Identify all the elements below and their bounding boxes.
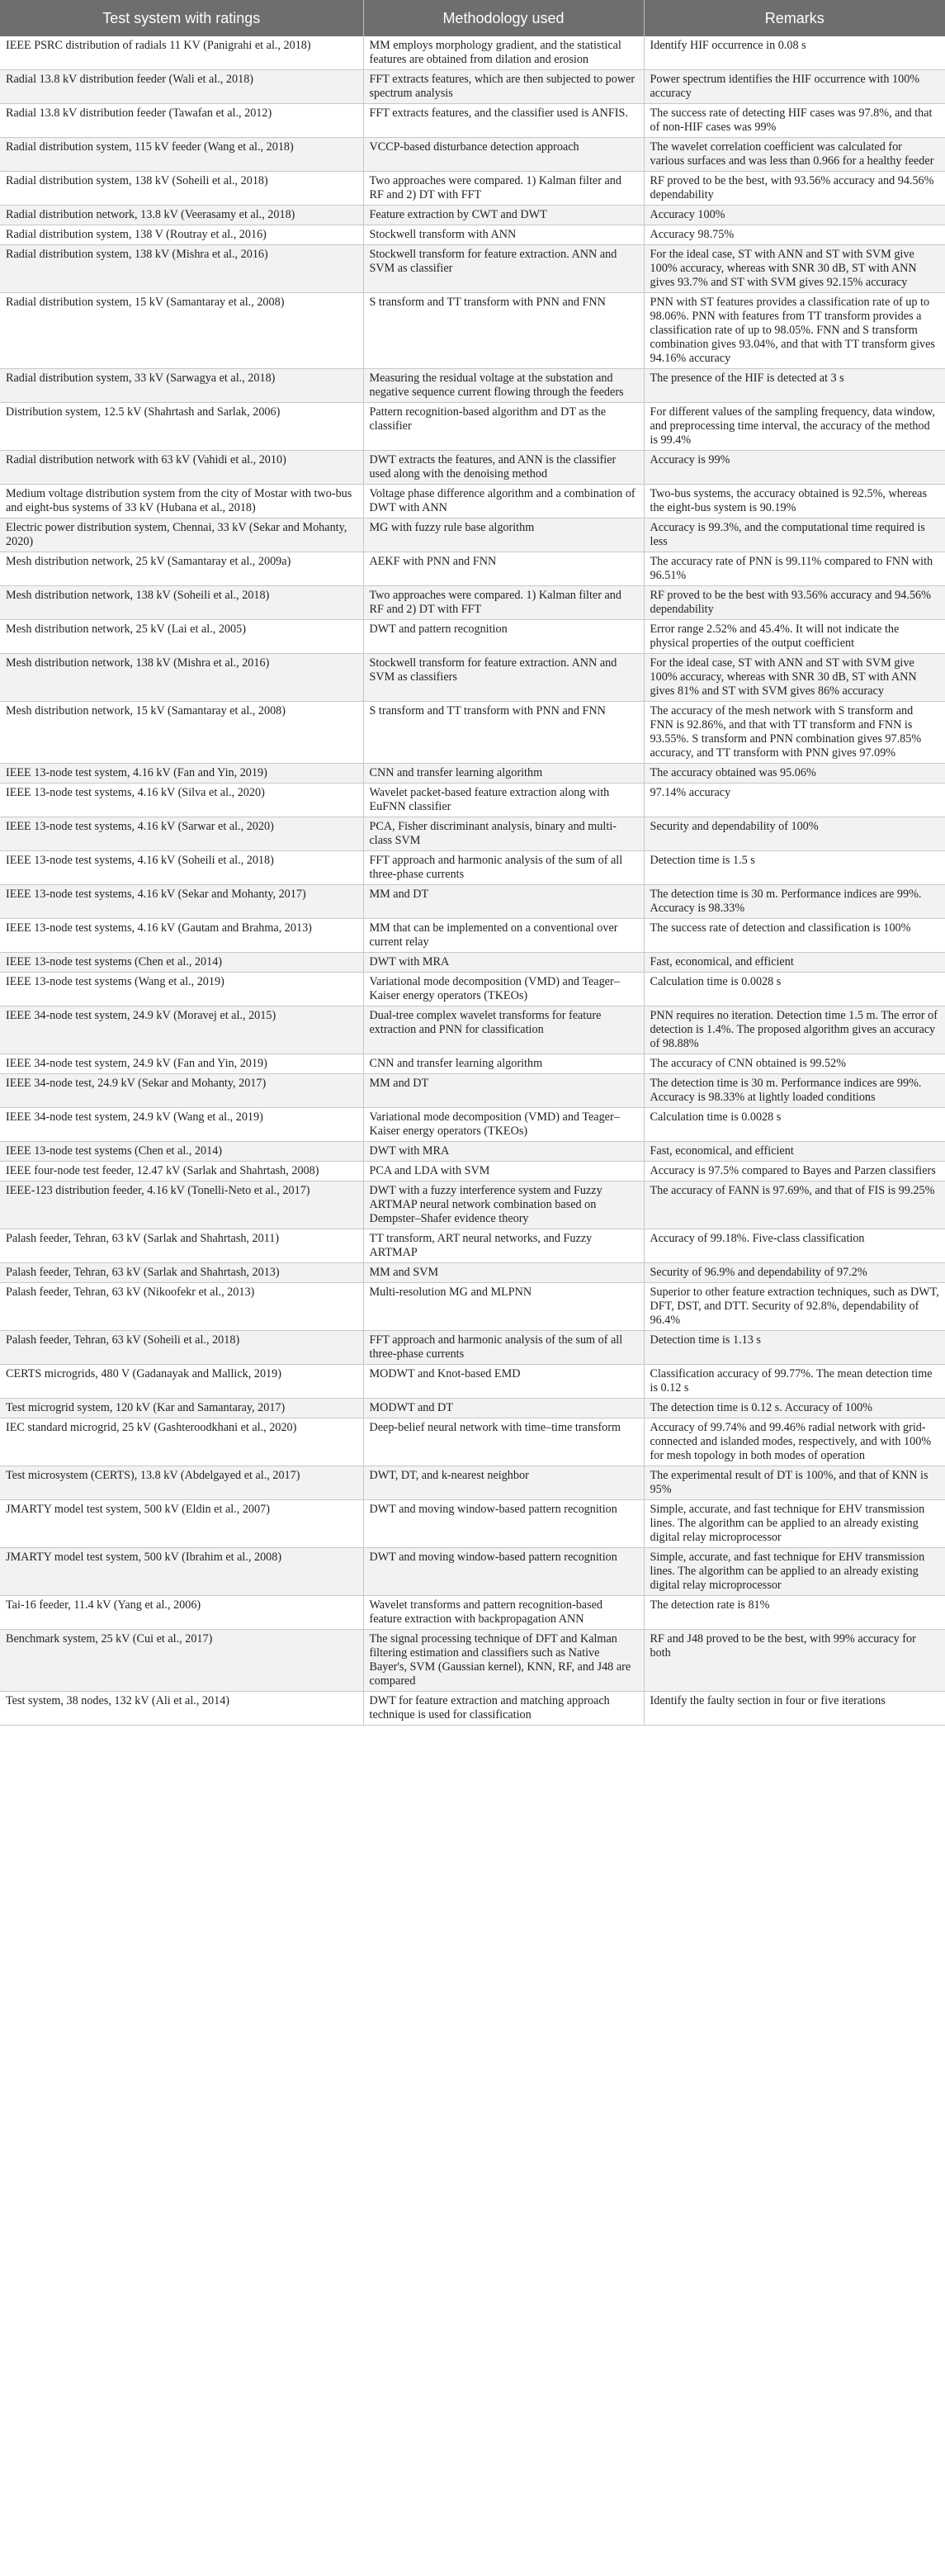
header-row [0,0,945,36]
table-row [0,1418,945,1466]
remarks-cell: The detection time is 30 m. Performance indices are 99%. Accuracy is 98.33% at lightly loaded conditions [644,1074,945,1108]
remarks-cell: Security of 96.9% and dependability of 97.2% [644,1263,945,1283]
methodology-cell: PCA and LDA with SVM [363,1162,644,1181]
methodology-cell: DWT with a fuzzy interference system and Fuzzy ARTMAP neural network combination based on Dempster–Shafer evidence theory [363,1181,644,1229]
remarks-cell: The success rate of detecting HIF cases was 97.8%, and that of non-HIF cases was 99% [644,104,945,138]
table-row [0,485,945,519]
remarks-cell: For different values of the sampling frequency, data window, and preprocessing time interval, the accuracy of the method is 99.4% [644,403,945,451]
methodology-cell: VCCP-based disturbance detection approach [363,138,644,172]
methodology-cell: S transform and TT transform with PNN and FNN [363,293,644,369]
remarks-cell: Accuracy of 99.18%. Five-class classification [644,1229,945,1263]
remarks-cell: Calculation time is 0.0028 s [644,1108,945,1142]
methodology-cell: Two approaches were compared. 1) Kalman filter and RF and 2) DT with FFT [363,172,644,206]
table-row [0,919,945,953]
remarks-cell: Identify the faulty section in four or five iterations [644,1692,945,1726]
methodology-cell: Deep-belief neural network with time–time transform [363,1418,644,1466]
remarks-cell: Identify HIF occurrence in 0.08 s [644,36,945,70]
remarks-cell: Fast, economical, and efficient [644,1142,945,1162]
methodology-cell: DWT extracts the features, and ANN is the classifier used along with the denoising method [363,451,644,485]
test-system-cell: Distribution system, 12.5 kV (Shahrtash and Sarlak, 2006) [0,403,363,451]
table-row [0,403,945,451]
remarks-cell: RF and J48 proved to be the best, with 99% accuracy for both [644,1630,945,1692]
test-system-cell: Radial distribution system, 138 kV (Soheili et al., 2018) [0,172,363,206]
methodology-cell: FFT extracts features, which are then subjected to power spectrum analysis [363,70,644,104]
table-row [0,206,945,225]
test-system-cell: IEEE 13-node test systems, 4.16 kV (Sarwar et al., 2020) [0,817,363,851]
test-system-cell: IEEE 34-node test system, 24.9 kV (Wang et al., 2019) [0,1108,363,1142]
test-system-cell: IEEE 13-node test systems, 4.16 kV (Gautam and Brahma, 2013) [0,919,363,953]
remarks-cell: Two-bus systems, the accuracy obtained is 92.5%, whereas the eight-bus system is 90.19% [644,485,945,519]
table-row [0,1630,945,1692]
table-row [0,138,945,172]
remarks-cell: The success rate of detection and classification is 100% [644,919,945,953]
methodology-cell: FFT approach and harmonic analysis of the sum of all three-phase currents [363,851,644,885]
table-row [0,293,945,369]
test-system-cell: Radial distribution network with 63 kV (Vahidi et al., 2010) [0,451,363,485]
table-row [0,36,945,70]
table-body [0,36,945,1726]
table-row [0,552,945,586]
test-system-cell: Mesh distribution network, 25 kV (Lai et al., 2005) [0,620,363,654]
test-system-cell: Benchmark system, 25 kV (Cui et al., 2017) [0,1630,363,1692]
table-row [0,1283,945,1331]
test-system-cell: Tai-16 feeder, 11.4 kV (Yang et al., 2006) [0,1596,363,1630]
test-system-cell: Mesh distribution network, 138 kV (Mishra et al., 2016) [0,654,363,702]
remarks-cell: Accuracy is 97.5% compared to Bayes and Parzen classifiers [644,1162,945,1181]
remarks-cell: For the ideal case, ST with ANN and ST with SVM give 100% accuracy, whereas with SNR 30 dB, ST with ANN gives 81% and ST with SVM gives 86% accuracy [644,654,945,702]
test-system-cell: CERTS microgrids, 480 V (Gadanayak and Mallick, 2019) [0,1365,363,1399]
test-system-cell: Radial 13.8 kV distribution feeder (Wali et al., 2018) [0,70,363,104]
table-row [0,620,945,654]
test-system-cell: Radial distribution system, 138 V (Routray et al., 2016) [0,225,363,245]
remarks-cell: Error range 2.52% and 45.4%. It will not indicate the physical properties of the output coefficient [644,620,945,654]
table-row [0,764,945,784]
remarks-cell: Accuracy is 99.3%, and the computational time required is less [644,519,945,552]
remarks-cell: The detection time is 30 m. Performance indices are 99%. Accuracy is 98.33% [644,885,945,919]
table-row [0,851,945,885]
methodology-cell: Multi-resolution MG and MLPNN [363,1283,644,1331]
methodology-cell: Stockwell transform with ANN [363,225,644,245]
test-system-cell: Mesh distribution network, 15 kV (Samantaray et al., 2008) [0,702,363,764]
methodology-cell: DWT for feature extraction and matching approach technique is used for classification [363,1692,644,1726]
table-row [0,1074,945,1108]
remarks-cell: Classification accuracy of 99.77%. The mean detection time is 0.12 s [644,1365,945,1399]
methodology-cell: MODWT and DT [363,1399,644,1418]
methodology-cell: DWT and moving window-based pattern recognition [363,1548,644,1596]
remarks-cell: The accuracy of the mesh network with S transform and FNN is 92.86%, and that with TT transform and FNN is 93.55%. S transform and PNN combination gives 97.85% accuracy, and TT transform with PNN gives 97.09% [644,702,945,764]
test-system-cell: Radial distribution system, 138 kV (Mishra et al., 2016) [0,245,363,293]
test-system-cell: IEEE 13-node test systems, 4.16 kV (Sekar and Mohanty, 2017) [0,885,363,919]
remarks-cell: Fast, economical, and efficient [644,953,945,973]
methodology-cell: The signal processing technique of DFT and Kalman filtering estimation and classifiers such as Native Bayer's, SVM (Gaussian kernel), KNN, RF, and J48 are compared [363,1630,644,1692]
table-row [0,104,945,138]
remarks-cell: The accuracy of FANN is 97.69%, and that of FIS is 99.25% [644,1181,945,1229]
header-test-system: Test system with ratings [0,0,363,36]
table-row [0,1142,945,1162]
test-system-cell: IEEE 13-node test systems (Chen et al., 2014) [0,953,363,973]
test-system-cell: Electric power distribution system, Chennai, 33 kV (Sekar and Mohanty, 2020) [0,519,363,552]
remarks-cell: The experimental result of DT is 100%, and that of KNN is 95% [644,1466,945,1500]
table-row [0,1181,945,1229]
table-row [0,654,945,702]
test-system-cell: Mesh distribution network, 25 kV (Samantaray et al., 2009a) [0,552,363,586]
remarks-cell: The detection rate is 81% [644,1596,945,1630]
test-system-cell: Radial distribution network, 13.8 kV (Veerasamy et al., 2018) [0,206,363,225]
table-row [0,225,945,245]
methodology-cell: CNN and transfer learning algorithm [363,764,644,784]
methodology-cell: Feature extraction by CWT and DWT [363,206,644,225]
table-row [0,1365,945,1399]
test-system-cell: Medium voltage distribution system from the city of Mostar with two-bus and eight-bus systems of 33 kV (Hubana et al., 2018) [0,485,363,519]
table-row [0,1399,945,1418]
remarks-cell: The wavelet correlation coefficient was calculated for various surfaces and was less than 0.966 for a healthy feeder [644,138,945,172]
methodology-cell: MM and DT [363,1074,644,1108]
remarks-cell: Accuracy 98.75% [644,225,945,245]
methodology-cell: Dual-tree complex wavelet transforms for feature extraction and PNN for classification [363,1006,644,1054]
methodology-cell: CNN and transfer learning algorithm [363,1054,644,1074]
table-row [0,1500,945,1548]
table-row [0,885,945,919]
remarks-cell: For the ideal case, ST with ANN and ST with SVM give 100% accuracy, whereas with SNR 30 dB, ST with ANN gives 93.7% and ST with SVM gives 92.15% accuracy [644,245,945,293]
methodology-cell: MM and SVM [363,1263,644,1283]
test-system-cell: IEEE 13-node test systems (Chen et al., 2014) [0,1142,363,1162]
remarks-cell: Power spectrum identifies the HIF occurrence with 100% accuracy [644,70,945,104]
test-system-cell: Palash feeder, Tehran, 63 kV (Soheili et al., 2018) [0,1331,363,1365]
methodology-cell: DWT with MRA [363,953,644,973]
table-row [0,369,945,403]
table-row [0,451,945,485]
table-row [0,172,945,206]
table-row [0,1263,945,1283]
remarks-cell: The detection time is 0.12 s. Accuracy of 100% [644,1399,945,1418]
test-system-cell: Radial distribution system, 115 kV feeder (Wang et al., 2018) [0,138,363,172]
remarks-cell: Accuracy 100% [644,206,945,225]
methodology-cell: DWT with MRA [363,1142,644,1162]
test-system-cell: Radial distribution system, 33 kV (Sarwagya et al., 2018) [0,369,363,403]
methodology-cell: DWT and moving window-based pattern recognition [363,1500,644,1548]
methodology-cell: MG with fuzzy rule base algorithm [363,519,644,552]
test-system-cell: IEEE 34-node test system, 24.9 kV (Moravej et al., 2015) [0,1006,363,1054]
test-system-cell: IEC standard microgrid, 25 kV (Gashteroodkhani et al., 2020) [0,1418,363,1466]
test-system-cell: IEEE four-node test feeder, 12.47 kV (Sarlak and Shahrtash, 2008) [0,1162,363,1181]
test-system-cell: IEEE 34-node test, 24.9 kV (Sekar and Mohanty, 2017) [0,1074,363,1108]
remarks-cell: The accuracy obtained was 95.06% [644,764,945,784]
test-system-cell: Radial distribution system, 15 kV (Samantaray et al., 2008) [0,293,363,369]
table-row [0,817,945,851]
test-system-cell: IEEE 13-node test systems, 4.16 kV (Soheili et al., 2018) [0,851,363,885]
remarks-cell: Detection time is 1.5 s [644,851,945,885]
methodology-cell: MM that can be implemented on a conventional over current relay [363,919,644,953]
methodology-cell: MM and DT [363,885,644,919]
header-methodology: Methodology used [363,0,644,36]
test-system-cell: IEEE 34-node test system, 24.9 kV (Fan and Yin, 2019) [0,1054,363,1074]
test-system-cell: Test microsystem (CERTS), 13.8 kV (Abdelgayed et al., 2017) [0,1466,363,1500]
remarks-cell: Superior to other feature extraction techniques, such as DWT, DFT, DST, and DTT. Security of 92.8%, dependability of 96.4% [644,1283,945,1331]
methodology-cell: Variational mode decomposition (VMD) and Teager–Kaiser energy operators (TKEOs) [363,973,644,1006]
remarks-cell: Accuracy of 99.74% and 99.46% radial network with grid-connected and islanded modes, respectively, and with 100% for mesh topology in both modes of operation [644,1418,945,1466]
remarks-cell: Detection time is 1.13 s [644,1331,945,1365]
methodology-cell: DWT and pattern recognition [363,620,644,654]
remarks-cell: Accuracy is 99% [644,451,945,485]
table-row [0,1162,945,1181]
table-row [0,784,945,817]
remarks-cell: PNN requires no iteration. Detection time 1.5 m. The error of detection is 1.4%. The proposed algorithm gives an accuracy of 98.88% [644,1006,945,1054]
methodology-cell: Voltage phase difference algorithm and a combination of DWT with ANN [363,485,644,519]
test-system-cell: Mesh distribution network, 138 kV (Soheili et al., 2018) [0,586,363,620]
test-system-cell: Test microgrid system, 120 kV (Kar and Samantaray, 2017) [0,1399,363,1418]
methodology-cell: TT transform, ART neural networks, and Fuzzy ARTMAP [363,1229,644,1263]
table-row [0,519,945,552]
table-row [0,1006,945,1054]
methodology-cell: Measuring the residual voltage at the substation and negative sequence current flowing through the feeders [363,369,644,403]
methodology-cell: S transform and TT transform with PNN and FNN [363,702,644,764]
remarks-cell: The presence of the HIF is detected at 3 s [644,369,945,403]
methodology-cell: MODWT and Knot-based EMD [363,1365,644,1399]
remarks-cell: Calculation time is 0.0028 s [644,973,945,1006]
table-row [0,1229,945,1263]
table-row [0,70,945,104]
methodology-cell: Wavelet packet-based feature extraction along with EuFNN classifier [363,784,644,817]
remarks-cell: Security and dependability of 100% [644,817,945,851]
table-row [0,953,945,973]
methodology-cell: Variational mode decomposition (VMD) and Teager–Kaiser energy operators (TKEOs) [363,1108,644,1142]
table-row [0,1108,945,1142]
methodology-cell: Wavelet transforms and pattern recognition-based feature extraction with backpropagation ANN [363,1596,644,1630]
remarks-cell: RF proved to be the best, with 93.56% accuracy and 94.56% dependability [644,172,945,206]
test-system-cell: Palash feeder, Tehran, 63 kV (Nikoofekr et al., 2013) [0,1283,363,1331]
remarks-cell: The accuracy of CNN obtained is 99.52% [644,1054,945,1074]
remarks-cell: PNN with ST features provides a classification rate of up to 98.06%. PNN with features from TT transform provides a classification rate of up to 98.05%. FNN and S transform combination gives 93.04%, and that with TT transform gives 94.16% accuracy [644,293,945,369]
table-row [0,973,945,1006]
remarks-cell: Simple, accurate, and fast technique for EHV transmission lines. The algorithm can be applied to an already existing digital relay microprocessor [644,1500,945,1548]
methodology-cell: Stockwell transform for feature extraction. ANN and SVM as classifiers [363,654,644,702]
test-system-cell: Palash feeder, Tehran, 63 kV (Sarlak and Shahrtash, 2011) [0,1229,363,1263]
methodology-cell: MM employs morphology gradient, and the statistical features are obtained from dilation and erosion [363,36,644,70]
remarks-cell: 97.14% accuracy [644,784,945,817]
table-row [0,245,945,293]
remarks-cell: RF proved to be the best with 93.56% accuracy and 94.56% dependability [644,586,945,620]
test-system-cell: JMARTY model test system, 500 kV (Ibrahim et al., 2008) [0,1548,363,1596]
methodology-cell: PCA, Fisher discriminant analysis, binary and multi-class SVM [363,817,644,851]
table-row [0,702,945,764]
methodology-cell: DWT, DT, and k-nearest neighbor [363,1466,644,1500]
table-header [0,0,945,36]
methodology-cell: AEKF with PNN and FNN [363,552,644,586]
table-row [0,1054,945,1074]
test-system-cell: IEEE 13-node test systems (Wang et al., 2019) [0,973,363,1006]
table-row [0,1596,945,1630]
table-row [0,1692,945,1726]
header-remarks: Remarks [644,0,945,36]
methodology-cell: FFT extracts features, and the classifier used is ANFIS. [363,104,644,138]
remarks-cell: The accuracy rate of PNN is 99.11% compared to FNN with 96.51% [644,552,945,586]
methodology-cell: Pattern recognition-based algorithm and DT as the classifier [363,403,644,451]
test-system-cell: JMARTY model test system, 500 kV (Eldin et al., 2007) [0,1500,363,1548]
table-row [0,1331,945,1365]
methodology-cell: FFT approach and harmonic analysis of the sum of all three-phase currents [363,1331,644,1365]
test-system-cell: IEEE 13-node test systems, 4.16 kV (Silva et al., 2020) [0,784,363,817]
table-row [0,1548,945,1596]
test-system-cell: Palash feeder, Tehran, 63 kV (Sarlak and Shahrtash, 2013) [0,1263,363,1283]
table-row [0,586,945,620]
methodology-cell: Two approaches were compared. 1) Kalman filter and RF and 2) DT with FFT [363,586,644,620]
methodology-cell: Stockwell transform for feature extraction. ANN and SVM as classifier [363,245,644,293]
table-row [0,1466,945,1500]
test-system-cell: Radial 13.8 kV distribution feeder (Tawafan et al., 2012) [0,104,363,138]
test-system-cell: Test system, 38 nodes, 132 kV (Ali et al., 2014) [0,1692,363,1726]
test-system-cell: IEEE 13-node test system, 4.16 kV (Fan and Yin, 2019) [0,764,363,784]
test-system-cell: IEEE PSRC distribution of radials 11 KV (Panigrahi et al., 2018) [0,36,363,70]
test-system-cell: IEEE-123 distribution feeder, 4.16 kV (Tonelli-Neto et al., 2017) [0,1181,363,1229]
remarks-cell: Simple, accurate, and fast technique for EHV transmission lines. The algorithm can be applied to an already existing digital relay microprocessor [644,1548,945,1596]
